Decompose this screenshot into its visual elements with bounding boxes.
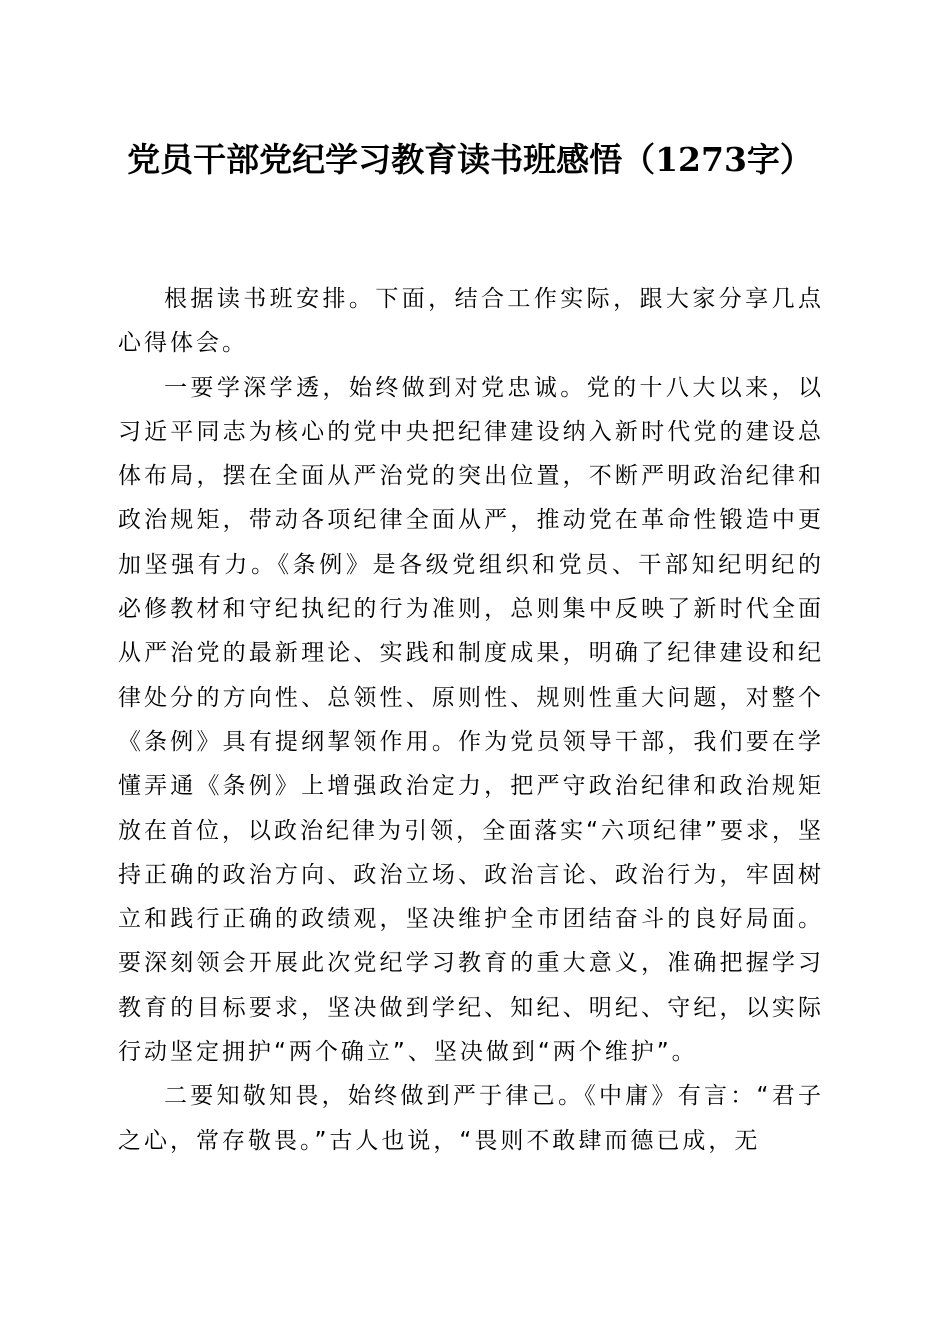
paragraph-point-one: 一要学深学透，始终做到对党忠诚。党的十八大以来，以习近平同志为核心的党中央把纪律建设纳入新时代党的建设总体布局，摆在全面从严治党的突出位置，不断严明政治纪律和政治规矩，带动各项纪律全面从严，推动党在革命性锻造中更加坚强有力。《条例》是各级党组织和党员、干部知纪明纪的必修教材和守纪执纪的行为准则，总则集中反映了新时代全面从严治党的最新理论、实践和制度成果，明确了纪律建设和纪律处分的方向性、总领性、原则性、规则性重大问题，对整个《条例》具有提纲挈领作用。作为党员领导干部，我们要在学懂弄通《条例》上增强政治定力，把严守政治纪律和政治规矩放在首位，以政治纪律为引领，全面落实“六项纪律”要求，坚持正确的政治方向、政治立场、政治言论、政治行为，牢固树立和践行正确的政绩观，坚决维护全市团结奋斗的良好局面。要深刻领会开展此次党纪学习教育的重大意义，准确把握学习教育的目标要求，坚决做到学纪、知纪、明纪、守纪，以实际行动坚定拥护“两个确立”、坚决做到“两个维护”。 [118,374,824,1066]
paragraph-point-two: 二要知敬知畏，始终做到严于律己。《中庸》有言：“君子之心，常存敬畏。”古人也说，“畏则不敢肆而德已成，无 [118,1083,824,1154]
paragraph-intro: 根据读书班安排。下面，结合工作实际，跟大家分享几点心得体会。 [118,286,824,357]
document-title: 党员干部党纪学习教育读书班感悟（1273字） [127,140,813,179]
document-body [118,277,824,1163]
